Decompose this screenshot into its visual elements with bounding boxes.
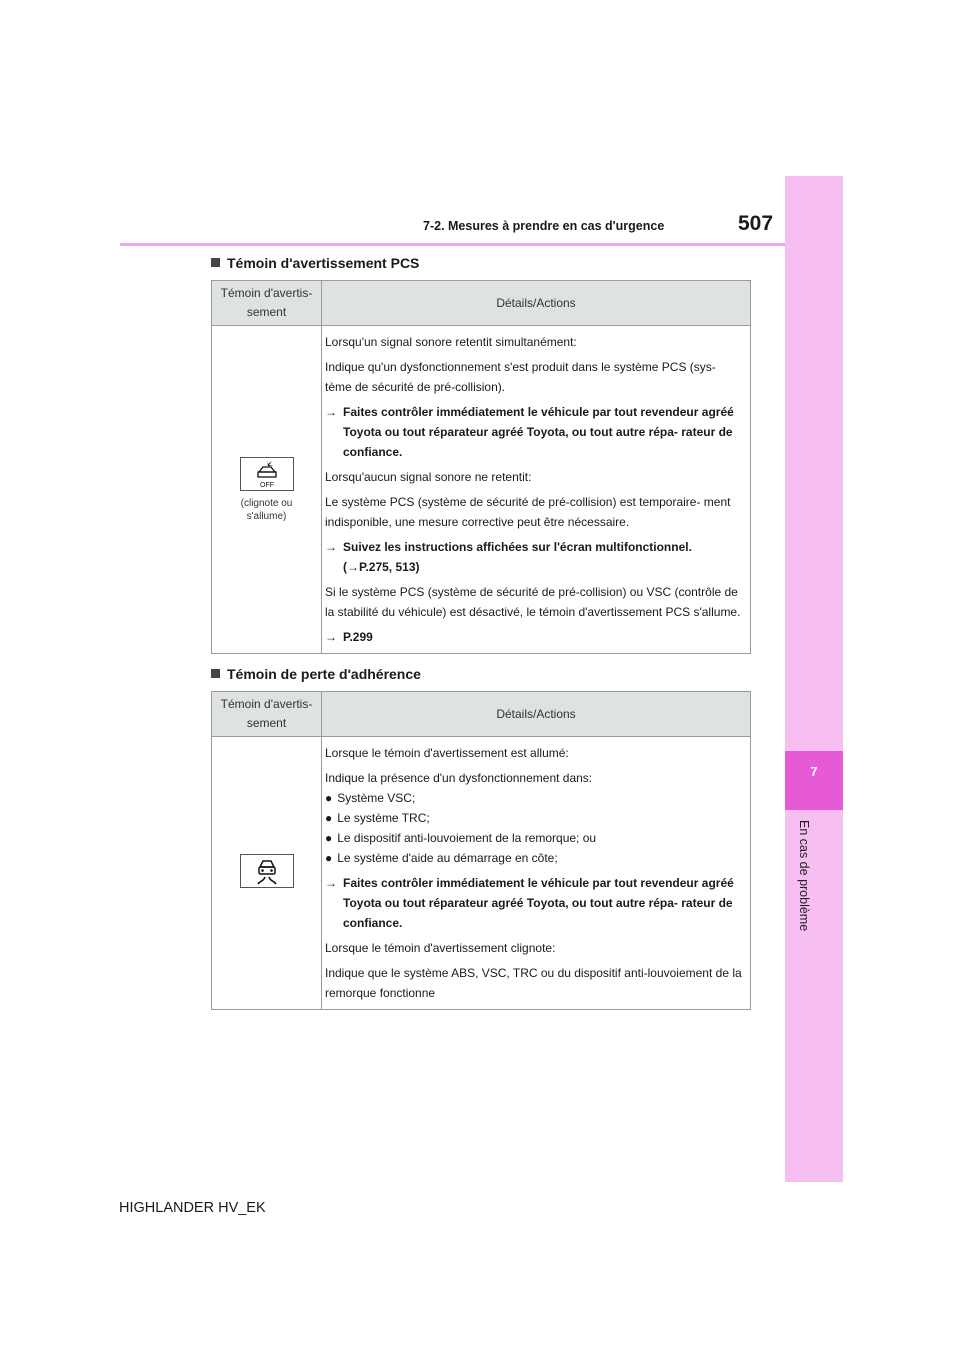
- page-number: 507: [738, 212, 774, 235]
- arrow-icon: →: [325, 405, 337, 419]
- detail-text: Indique la présence d'un dysfonctionnement dans:: [325, 771, 593, 785]
- vehicle-model-footer: HIGHLANDER HV_EK: [119, 1200, 266, 1216]
- header-divider: [120, 243, 785, 246]
- detail-text: Indique que le système ABS, VSC, TRC ou du dispositif anti-louvoiement de la remorque fonctionne: [325, 966, 742, 1000]
- bullet-icon: ●: [325, 851, 333, 865]
- bullet-icon: ●: [325, 811, 333, 825]
- indicator-cell: [212, 737, 322, 1010]
- pcs-section-heading: Témoin d'avertissement PCS: [211, 255, 419, 271]
- action-item: → Faites contrôler immédiatement le véhicule par tout revendeur agréé Toyota ou tout réparateur agréé Toyota, ou tout autre répa- rateur de confiance.: [325, 873, 744, 933]
- column-header-indicator: Témoin d'avertis- sement: [212, 281, 322, 326]
- slip-warning-table: [211, 691, 751, 1010]
- detail-text: Lorsque le témoin d'avertissement est allumé:: [325, 746, 569, 760]
- bullet-icon: ●: [325, 831, 333, 845]
- detail-text: Indique qu'un dysfonctionnement s'est produit dans le système PCS (sys- tème de sécurité de pré-collision).: [325, 360, 716, 394]
- table-row: [212, 326, 751, 654]
- pcs-warning-table: [211, 280, 751, 654]
- table-header-row: [212, 692, 751, 737]
- action-item: [325, 627, 744, 647]
- bullet-icon: ●: [325, 791, 333, 805]
- detail-text: Lorsque le témoin d'avertissement clignote:: [325, 941, 556, 955]
- list-item: ● Le système d'aide au démarrage en côte;: [325, 851, 558, 865]
- section-title: 7-2. Mesures à prendre en cas d'urgence: [423, 219, 665, 233]
- chapter-side-tab: [785, 176, 843, 1182]
- chapter-label: En cas de problème: [797, 820, 811, 932]
- detail-text: Lorsqu'un signal sonore retentit simultanément:: [325, 335, 577, 349]
- action-item: → Faites contrôler immédiatement le véhicule par tout revendeur agréé Toyota ou tout réparateur agréé Toyota, ou tout autre répa- rateur de confiance.: [325, 402, 744, 462]
- detail-text: Si le système PCS (système de sécurité de pré-collision) ou VSC (contrôle de la stabilité du véhicule) est désactivé, le témoin d'avertissement PCS s'allume.: [325, 585, 741, 619]
- list-item: ● Système VSC;: [325, 791, 416, 805]
- arrow-icon: →: [325, 876, 337, 890]
- slip-indicator-icon: [240, 854, 294, 888]
- list-item: ● Le dispositif anti-louvoiement de la remorque; ou: [325, 831, 597, 845]
- column-header-details: Détails/Actions: [322, 692, 751, 737]
- details-cell: [322, 737, 751, 1010]
- slip-section-heading: Témoin de perte d'adhérence: [211, 666, 421, 682]
- chapter-number: 7: [810, 764, 818, 779]
- pcs-off-warning-icon: [240, 457, 294, 491]
- column-header-details: Détails/Actions: [322, 281, 751, 326]
- action-item: → Suivez les instructions affichées sur l'écran multifonctionnel. (→P.275, 513): [325, 537, 744, 577]
- arrow-icon: →: [325, 630, 337, 644]
- arrow-icon: →: [325, 540, 337, 554]
- indicator-cell: [212, 326, 322, 654]
- list-item: ● Le système TRC;: [325, 811, 430, 825]
- square-bullet-icon: [211, 258, 220, 267]
- page-reference-link[interactable]: P.299: [343, 630, 373, 644]
- chapter-tab-active[interactable]: [785, 751, 843, 810]
- detail-text: Le système PCS (système de sécurité de pré-collision) est temporaire- ment indisponible, une mesure corrective peut être nécessaire.: [325, 495, 731, 529]
- column-header-indicator: Témoin d'avertis- sement: [212, 692, 322, 737]
- details-cell: [322, 326, 751, 654]
- square-bullet-icon: [211, 669, 220, 678]
- table-header-row: [212, 281, 751, 326]
- table-row: [212, 737, 751, 1010]
- icon-caption: (clignote ou s'allume): [240, 497, 293, 522]
- detail-text: Lorsqu'aucun signal sonore ne retentit:: [325, 470, 532, 484]
- icon-off-label: OFF: [259, 481, 274, 489]
